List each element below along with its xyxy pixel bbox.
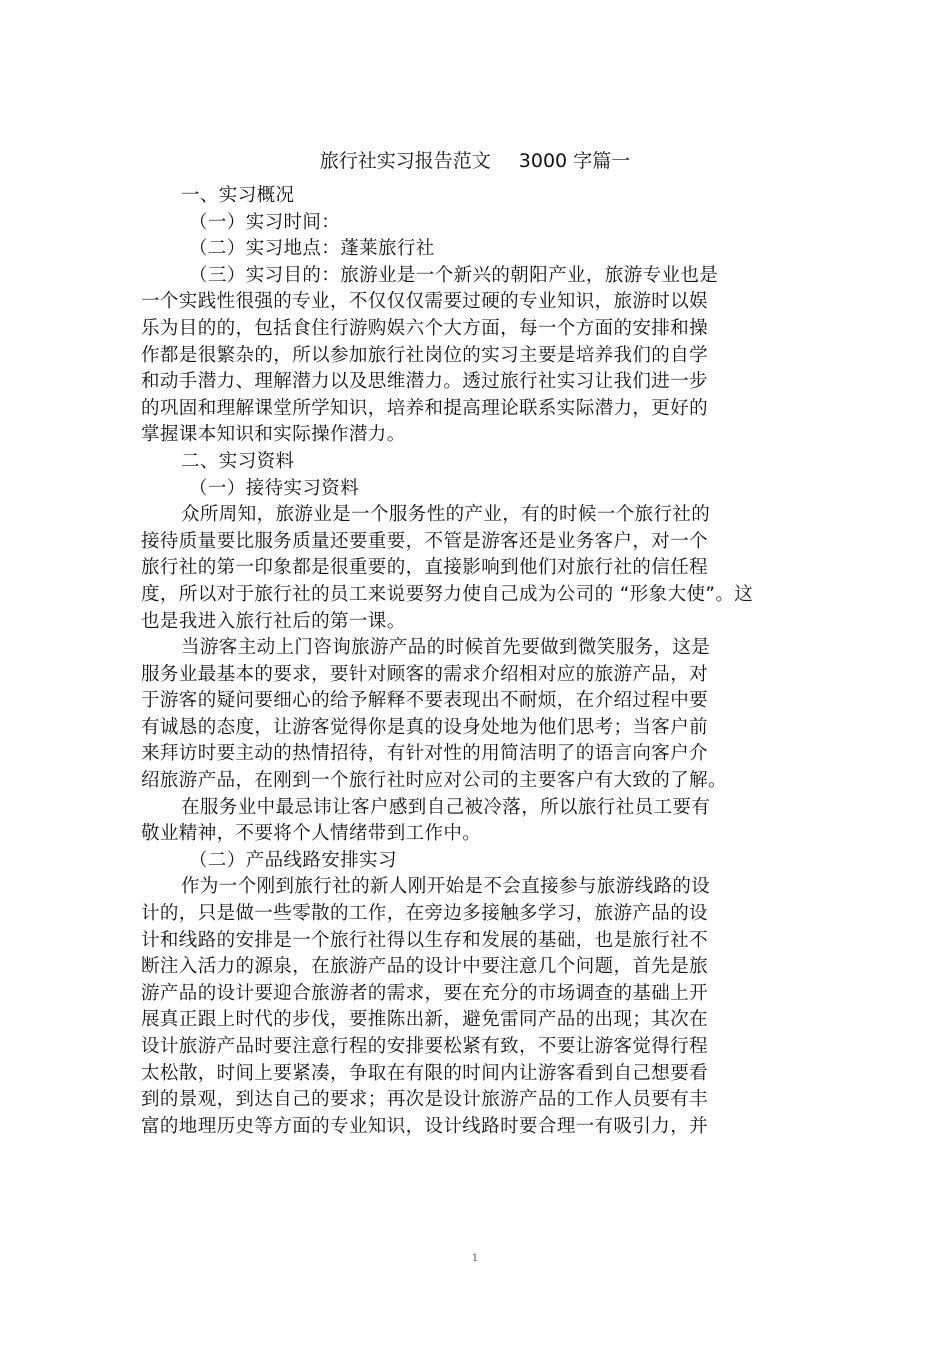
text-line: （一）实习时间： bbox=[189, 211, 341, 233]
text-line: 在服务业中最忌讳让客户感到自己被冷落，所以旅行社员工要有 bbox=[181, 796, 711, 818]
text-line: 作都是很繁杂的，所以参加旅行社岗位的实习主要是培养我们的自学 bbox=[141, 344, 709, 366]
document-title bbox=[0, 147, 950, 175]
text-line: 到的景观，到达自己的要求；再次是设计旅游产品的工作人员要有丰 bbox=[141, 1089, 709, 1111]
text-line: 来拜访时要主动的热情招待，有针对性的用简洁明了的语言向客户介 bbox=[141, 743, 709, 765]
text-line: （一）接待实习资料 bbox=[189, 477, 360, 499]
document-body bbox=[141, 183, 781, 1140]
text-line: （二）实习地点：蓬莱旅行社 bbox=[189, 238, 435, 260]
text-line: 计的，只是做一些零散的工作，在旁边多接触多学习，旅游产品的设 bbox=[141, 903, 709, 925]
text-line: 众所周知，旅游业是一个服务性的产业，有的时候一个旅行社的 bbox=[181, 504, 711, 526]
text-line: 太松散，时间上要紧凑，争取在有限的时间内让游客看到自己想要看 bbox=[141, 1062, 709, 1084]
title-text: 旅行社实习报告范文 bbox=[319, 150, 491, 172]
text-line: 断注入活力的源泉，在旅游产品的设计中要注意几个问题，首先是旅 bbox=[141, 956, 709, 978]
title-suffix: 3000 字篇一 bbox=[518, 150, 631, 172]
text-line: 旅行社的第一印象都是很重要的，直接影响到他们对旅行社的信任程 bbox=[141, 557, 709, 579]
text-line: 一、实习概况 bbox=[181, 185, 295, 206]
text-line: 展真正跟上时代的步伐，要推陈出新，避免雷同产品的出现；其次在 bbox=[141, 1009, 709, 1031]
text-line: 绍旅游产品，在刚到一个旅行社时应对公司的主要客户有大致的了解。 bbox=[141, 770, 727, 792]
text-line: 也是我进入旅行社后的第一课。 bbox=[141, 610, 406, 632]
text-line: 有诚恳的态度，让游客觉得你是真的设身处地为他们思考；当客户前 bbox=[141, 716, 709, 738]
text-line: 和动手潜力、理解潜力以及思维潜力。透过旅行社实习让我们进一步 bbox=[141, 371, 709, 393]
text-line: 一个实践性很强的专业，不仅仅仅需要过硬的专业知识，旅游时以娱 bbox=[141, 291, 709, 313]
text-line: 服务业最基本的要求，要针对顾客的需求介绍相对应的旅游产品，对 bbox=[141, 663, 709, 685]
text-line: 计和线路的安排是一个旅行社得以生存和发展的基础，也是旅行社不 bbox=[141, 929, 709, 951]
text-line: 设计旅游产品时要注意行程的安排要松紧有致，不要让游客觉得行程 bbox=[141, 1036, 709, 1057]
text-line: 二、实习资料 bbox=[181, 450, 295, 472]
text-line: （三）实习目的：旅游业是一个新兴的朝阳产业，旅游专业也是 bbox=[189, 264, 719, 286]
text-line: 乐为目的的，包括食住行游购娱六个大方面，每一个方面的安排和操 bbox=[141, 317, 709, 339]
text-line: 当游客主动上门咨询旅游产品的时候首先要做到微笑服务，这是 bbox=[181, 637, 711, 659]
text-line: 作为一个刚到旅行社的新人刚开始是不会直接参与旅游线路的设 bbox=[181, 876, 711, 898]
text-line: 敬业精神，不要将个人情绪带到工作中。 bbox=[141, 823, 482, 845]
text-line: 于游客的疑问要细心的给予解释不要表现出不耐烦，在介绍过程中要 bbox=[141, 690, 709, 712]
page-number: 1 bbox=[471, 1253, 479, 1264]
text-line: 接待质量要比服务质量还要重要，不管是游客还是业务客户，对一个 bbox=[141, 530, 709, 552]
text-line: （二）产品线路安排实习 bbox=[189, 849, 397, 871]
text-line: 的巩固和理解课堂所学知识，培养和提高理论联系实际潜力，更好的 bbox=[141, 397, 709, 419]
text-line: 掌握课本知识和实际操作潜力。 bbox=[141, 424, 406, 446]
text-line: 游产品的设计要迎合旅游者的需求，要在充分的市场调查的基础上开 bbox=[141, 982, 709, 1004]
text-line: 度，所以对于旅行社的员工来说要努力使自己成为公司的 “形象大使”。这 bbox=[141, 583, 754, 605]
text-line: 富的地理历史等方面的专业知识，设计线路时要合理一有吸引力，并 bbox=[141, 1115, 709, 1137]
